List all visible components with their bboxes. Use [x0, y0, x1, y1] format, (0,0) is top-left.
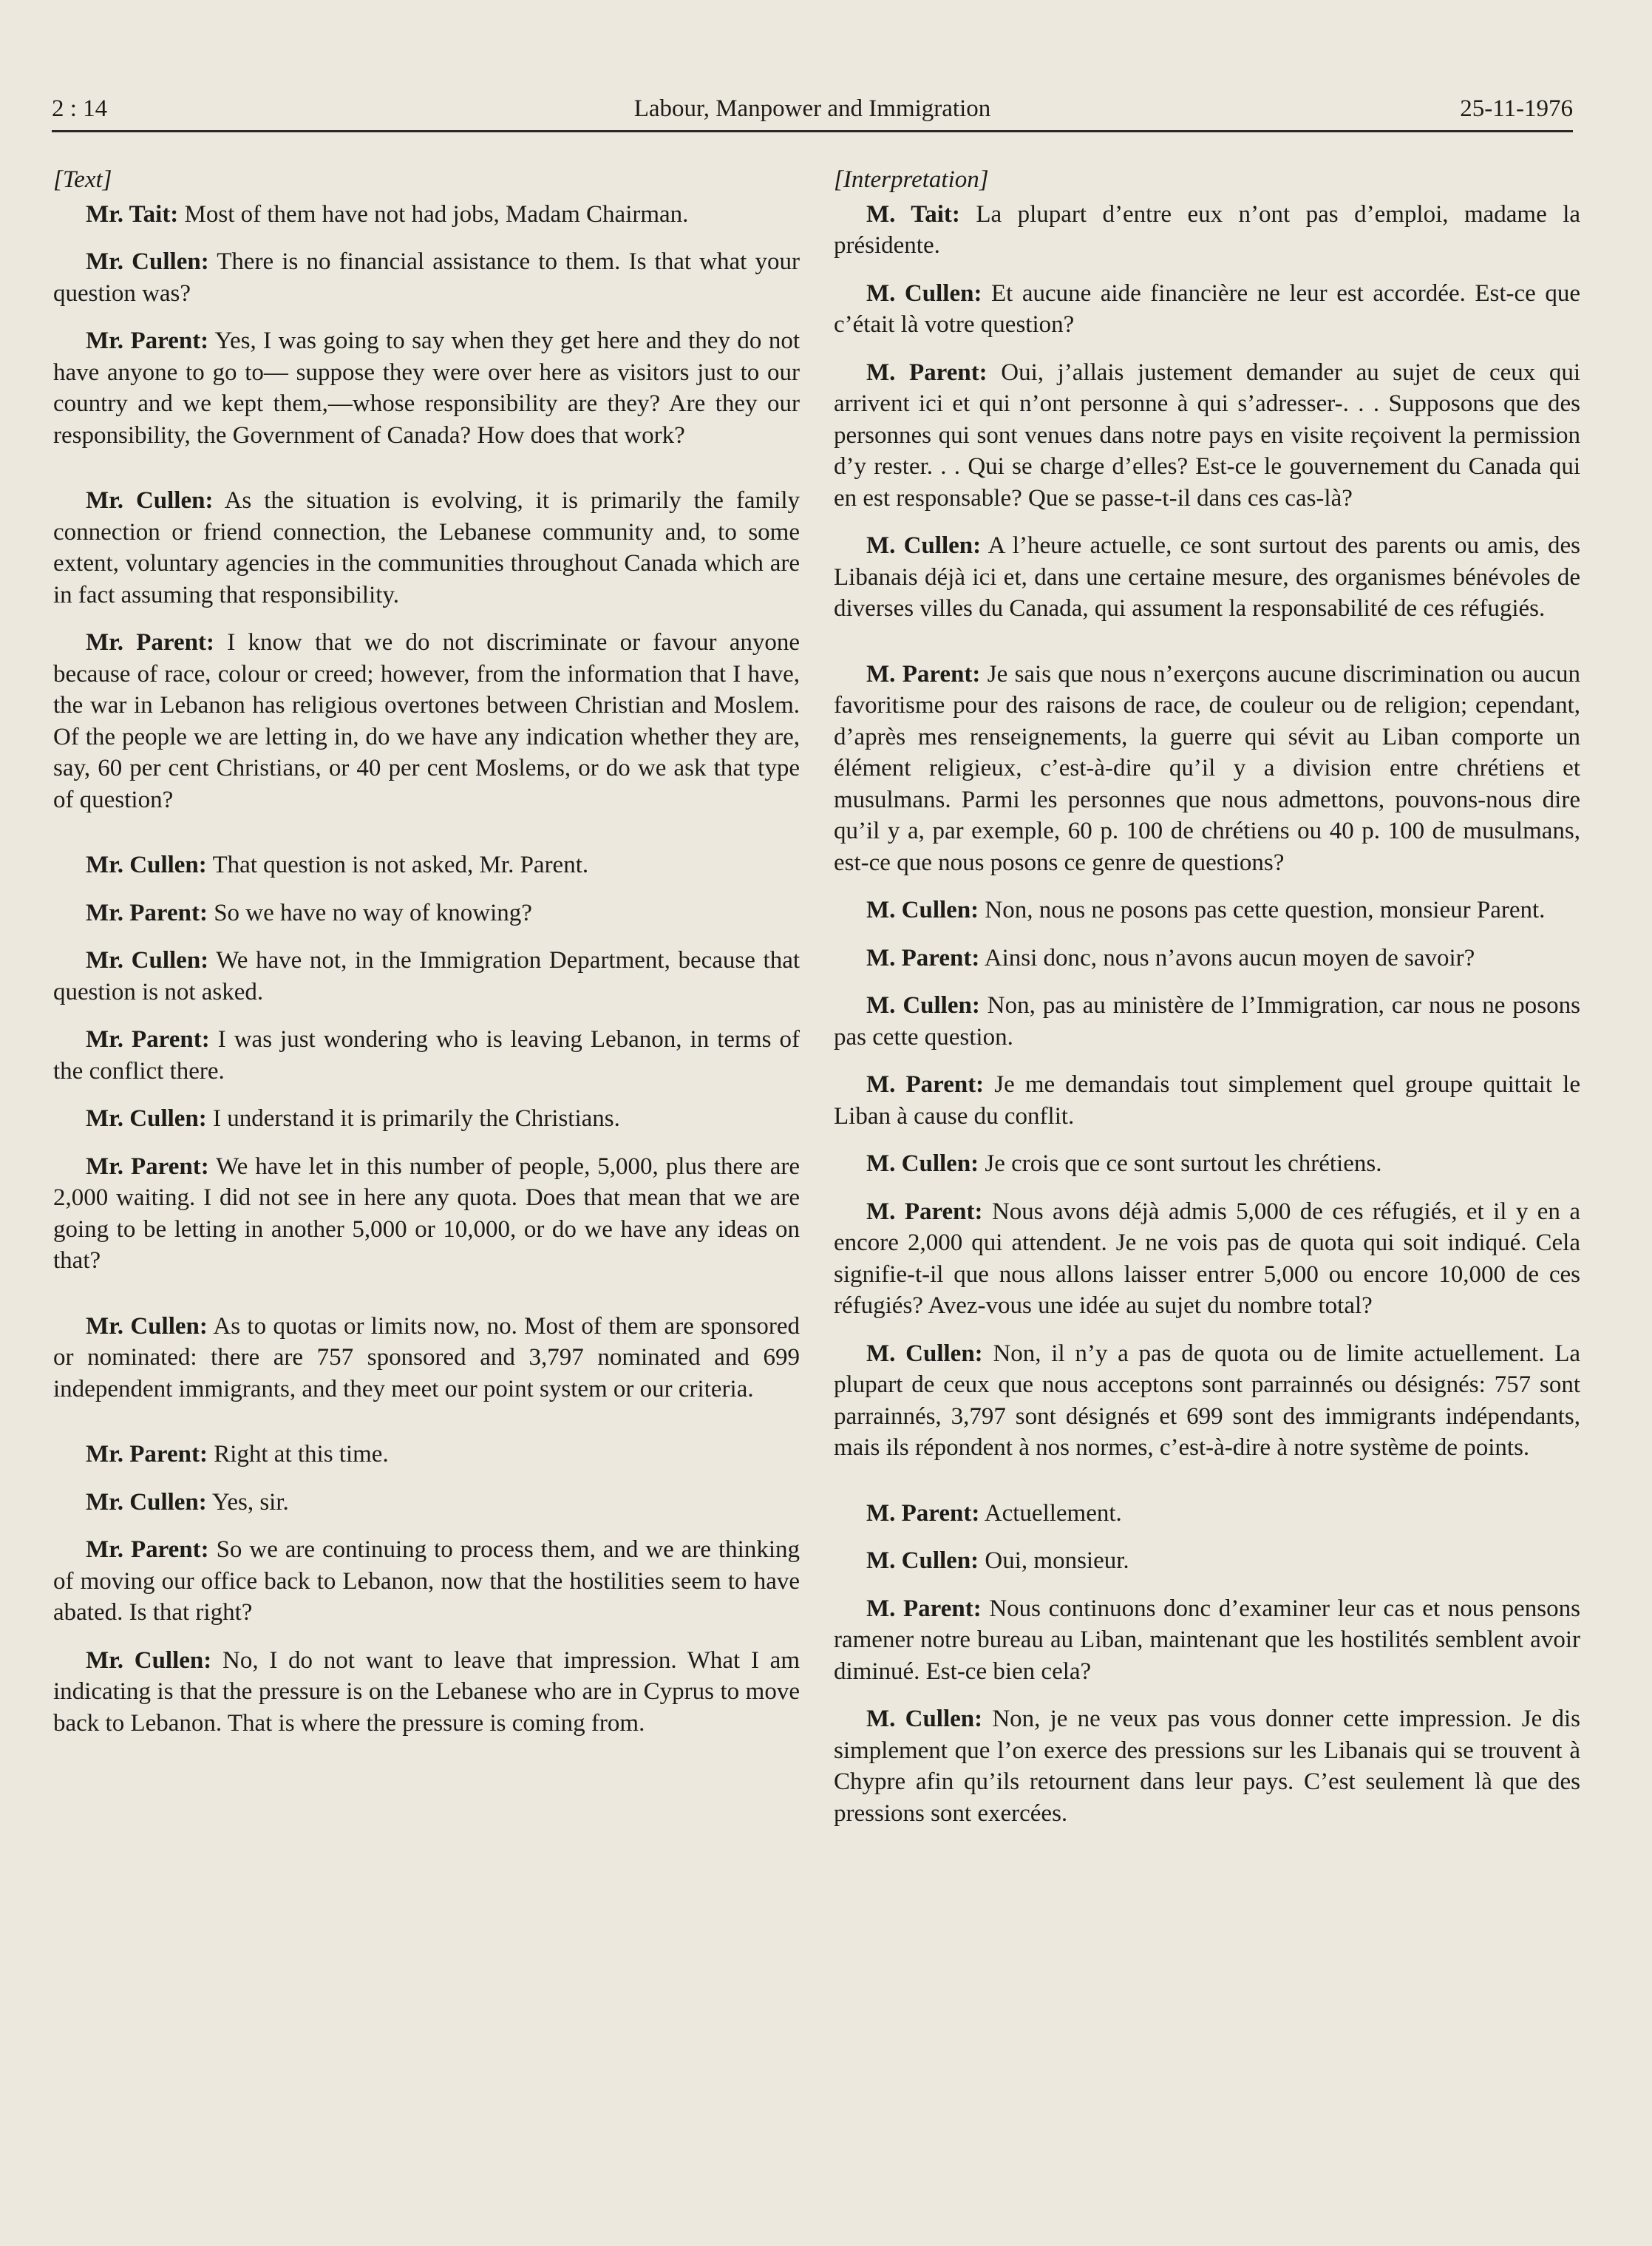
speech-text: So we have no way of knowing? [214, 899, 532, 926]
speaker-name: Mr. Parent: [86, 1026, 210, 1053]
speech-text: That question is not asked, Mr. Parent. [212, 852, 589, 878]
transcript-paragraph [834, 1545, 1580, 1577]
speaker-name: Mr. Parent: [86, 1153, 209, 1180]
speech-text: I was just wondering who is leaving Lebanon, in terms of the conflict there. [53, 1026, 800, 1085]
transcript-paragraph [53, 945, 800, 1008]
transcript-paragraph [53, 898, 800, 929]
speech-text: Et aucune aide financière ne leur est accordée. Est-ce que c’était là votre question? [834, 279, 1580, 338]
speech-text: Yes, I was going to say when they get here and they do not have anyone to go to— suppose they were over here as visitors just to our country and we kept them,—whose responsibility are they? Are they our responsibility, the Government of Canada? How does that work? [53, 328, 800, 449]
transcript-paragraph [53, 1311, 800, 1405]
transcript-paragraph [53, 627, 800, 815]
speaker-name: M. Parent: [866, 660, 981, 688]
french-paragraphs [834, 199, 1580, 1830]
transcript-paragraph [834, 530, 1580, 625]
speaker-name: Mr. Cullen: [86, 1105, 207, 1132]
speech-text: Ainsi donc, nous n’avons aucun moyen de savoir? [984, 944, 1475, 971]
speech-text: La plupart d’entre eux n’ont pas d’emploi, madame la présidente. [834, 200, 1581, 259]
speech-text: We have not, in the Immigration Department, because that question is not asked. [53, 947, 800, 1005]
transcript-paragraph [53, 325, 800, 451]
speaker-name: M. Parent: [866, 1499, 980, 1527]
speech-text: Actuellement. [984, 1499, 1122, 1527]
transcript-paragraph [53, 1103, 800, 1135]
speaker-name: Mr. Cullen: [86, 487, 214, 514]
speech-text: Non, nous ne posons pas cette question, monsieur Parent. [985, 897, 1546, 923]
speech-text: So we are continuing to process them, and we are thinking of moving our office back to Lebanon, now that the hostilities seem to have abated. Is that right? [53, 1536, 800, 1626]
english-column [53, 164, 800, 1755]
section-label-text: [Text] [53, 166, 112, 193]
page-number: 2 : 14 [52, 95, 108, 122]
transcript-paragraph [834, 943, 1580, 974]
speech-text: Non, je ne veux pas vous donner cette impression. Je dis simplement que l’on exerce des pressions sur les Libanais qui se trouvent à Chypre afin qu’ils retournent dans leur pays. C’est seulement là que des pressions sont exercées. [834, 1706, 1580, 1827]
speaker-name: M. Cullen: [866, 1340, 983, 1367]
speech-text: Je crois que ce sont surtout les chrétiens. [985, 1150, 1382, 1177]
speech-text: Oui, monsieur. [985, 1547, 1129, 1574]
transcript-paragraph [53, 1645, 800, 1740]
speaker-name: Mr. Cullen: [86, 1646, 212, 1674]
speaker-name: M. Cullen: [866, 992, 980, 1019]
transcript-paragraph [834, 1069, 1580, 1132]
speaker-name: Mr. Cullen: [86, 248, 209, 275]
speaker-name: Mr. Cullen: [86, 947, 209, 974]
speech-text: Non, il n’y a pas de quota ou de limite actuellement. La plupart de ceux que nous acceptons sont parrainnés ou désignés: 757 sont parrainnés, 3,797 sont désignés et 699 sont des immigrants indépendants, mais ils répondent à nos normes, c’est-à-dire à notre système de points. [834, 1340, 1581, 1461]
transcript-paragraph [53, 1439, 800, 1470]
transcript-paragraph [834, 659, 1580, 879]
transcript-paragraph [834, 895, 1580, 926]
speech-text: We have let in this number of people, 5,000, plus there are 2,000 waiting. I did not see in here any quota. Does that mean that we are going to be letting in another 5,000 or 10,000, or do we have any ideas on that? [53, 1153, 800, 1274]
speech-text: A l’heure actuelle, ce sont surtout des parents ou amis, des Libanais déjà ici et, dans une certaine mesure, des organismes bénévoles de diverses villes du Canada, qui assument la responsabilité de ces réfugiés. [834, 532, 1580, 622]
speech-text: I know that we do not discriminate or favour anyone because of race, colour or creed; however, from the information that I have, the war in Lebanon has religious overtones between Christian and Moslem. Of the people we are letting in, do we have any indication whether they are, say, 60 per cent Christians, or 40 per cent Moslems, or do we ask that type of question? [53, 629, 800, 813]
transcript-paragraph [834, 1593, 1580, 1688]
transcript-paragraph [834, 1196, 1580, 1322]
speech-text: As the situation is evolving, it is primarily the family connection or friend connection, the Lebanese community and, to some extent, voluntary agencies in the communities throughout Canada which are in fact assuming that responsibility. [53, 487, 800, 608]
speaker-name: Mr. Parent: [86, 629, 214, 656]
speech-text: As to quotas or limits now, no. Most of them are sponsored or nominated: there are 757 sponsored and 3,797 nominated and 699 independent immigrants, and they meet our point system or our criteria. [53, 1312, 800, 1402]
section-label-interpretation: [Interpretation] [834, 166, 989, 193]
transcript-paragraph [834, 1148, 1580, 1180]
speaker-name: Mr. Parent: [86, 328, 209, 354]
speaker-name: M. Cullen: [866, 279, 982, 307]
speaker-name: Mr. Cullen: [86, 852, 207, 878]
speech-text: There is no financial assistance to them. Is that what your question was? [53, 248, 800, 307]
speaker-name: M. Cullen: [866, 1547, 979, 1574]
speaker-name: Mr. Cullen: [86, 1312, 208, 1340]
speech-text: Je me demandais tout simplement quel groupe quittait le Liban à cause du conflit. [834, 1071, 1581, 1130]
speaker-name: Mr. Tait: [86, 200, 179, 228]
transcript-paragraph [53, 1151, 800, 1277]
transcript-paragraph [53, 849, 800, 881]
speaker-name: Mr. Parent: [86, 1441, 208, 1468]
transcript-paragraph [834, 990, 1580, 1053]
english-paragraphs [53, 199, 800, 1740]
speaker-name: M. Parent: [866, 944, 980, 971]
speech-text: Most of them have not had jobs, Madam Chairman. [184, 200, 689, 228]
page-date: 25-11-1976 [1460, 95, 1573, 122]
speaker-name: M. Cullen: [866, 1706, 983, 1732]
speech-text: Oui, j’allais justement demander au sujet de ceux qui arrivent ici et qui n’ont personne à qui s’adresser-. . . Supposons que des personnes qui sont venues dans notre pays en visite reçoivent la permission d’y rester. . . Qui se charge d’elles? Est-ce le gouvernement du Canada qui en est responsable? Que se passe-t-il dans ces cas-là? [834, 359, 1580, 512]
speech-text: Non, pas au ministère de l’Immigration, car nous ne posons pas cette question. [834, 992, 1580, 1051]
speaker-name: Mr. Parent: [86, 1536, 209, 1563]
transcript-paragraph [834, 357, 1580, 515]
transcript-paragraph [834, 199, 1580, 262]
speaker-name: Mr. Cullen: [86, 1488, 207, 1516]
speaker-name: Mr. Parent: [86, 899, 208, 926]
transcript-paragraph [53, 1487, 800, 1519]
speaker-name: M. Tait: [866, 200, 960, 228]
speaker-name: M. Parent: [866, 1198, 983, 1225]
speaker-name: M. Parent: [866, 359, 988, 386]
speaker-name: M. Parent: [866, 1071, 985, 1098]
speech-text: Nous continuons donc d’examiner leur cas et nous pensons ramener notre bureau au Liban, maintenant que les hostilités semblent avoir diminué. Est-ce bien cela? [834, 1595, 1580, 1685]
speaker-name: M. Parent: [866, 1595, 982, 1622]
page-title: Labour, Manpower and Immigration [633, 95, 991, 122]
transcript-paragraph [834, 278, 1580, 341]
speaker-name: M. Cullen: [866, 532, 982, 559]
speaker-name: M. Cullen: [866, 897, 979, 923]
transcript-paragraph [834, 1498, 1580, 1530]
french-column [834, 164, 1580, 1845]
speech-text: Yes, sir. [211, 1488, 289, 1516]
transcript-paragraph [53, 199, 800, 231]
speech-text: Nous avons déjà admis 5,000 de ces réfugiés, et il y en a encore 2,000 qui attendent. Je ne vois pas de quota qui soit indiqué. Cela signifie-t-il que nous allons laisser entrer 5,000 ou encore 10,000 de ces réfugiés? Avez-vous une idée au sujet du nombre total? [834, 1198, 1581, 1319]
transcript-paragraph [53, 246, 800, 309]
speech-text: No, I do not want to leave that impression. What I am indicating is that the pressure is on the Lebanese who are in Cyprus to move back to Lebanon. That is where the pressure is coming from. [53, 1646, 800, 1737]
transcript-paragraph [834, 1703, 1580, 1829]
speech-text: Je sais que nous n’exerçons aucune discrimination ou aucun favoritisme pour des raisons de race, de couleur ou de religion; cependant, d’après mes renseignements, la guerre qui sévit au Liban comporte un élément religieux, c’est-à-dire qu’il y a division entre chrétiens et musulmans. Parmi les personnes que nous admettons, pouvons-nous dire qu’il y a, par exemple, 60 p. 100 de chrétiens ou 40 p. 100 de musulmans, est-ce que nous posons ce genre de questions? [834, 660, 1580, 876]
transcript-paragraph [834, 1338, 1580, 1464]
transcript-paragraph [53, 485, 800, 611]
transcript-paragraph [53, 1024, 800, 1087]
speech-text: I understand it is primarily the Christians. [213, 1105, 620, 1132]
speaker-name: M. Cullen: [866, 1150, 979, 1177]
speech-text: Right at this time. [214, 1441, 389, 1468]
transcript-paragraph [53, 1534, 800, 1629]
page-header [52, 87, 1573, 132]
